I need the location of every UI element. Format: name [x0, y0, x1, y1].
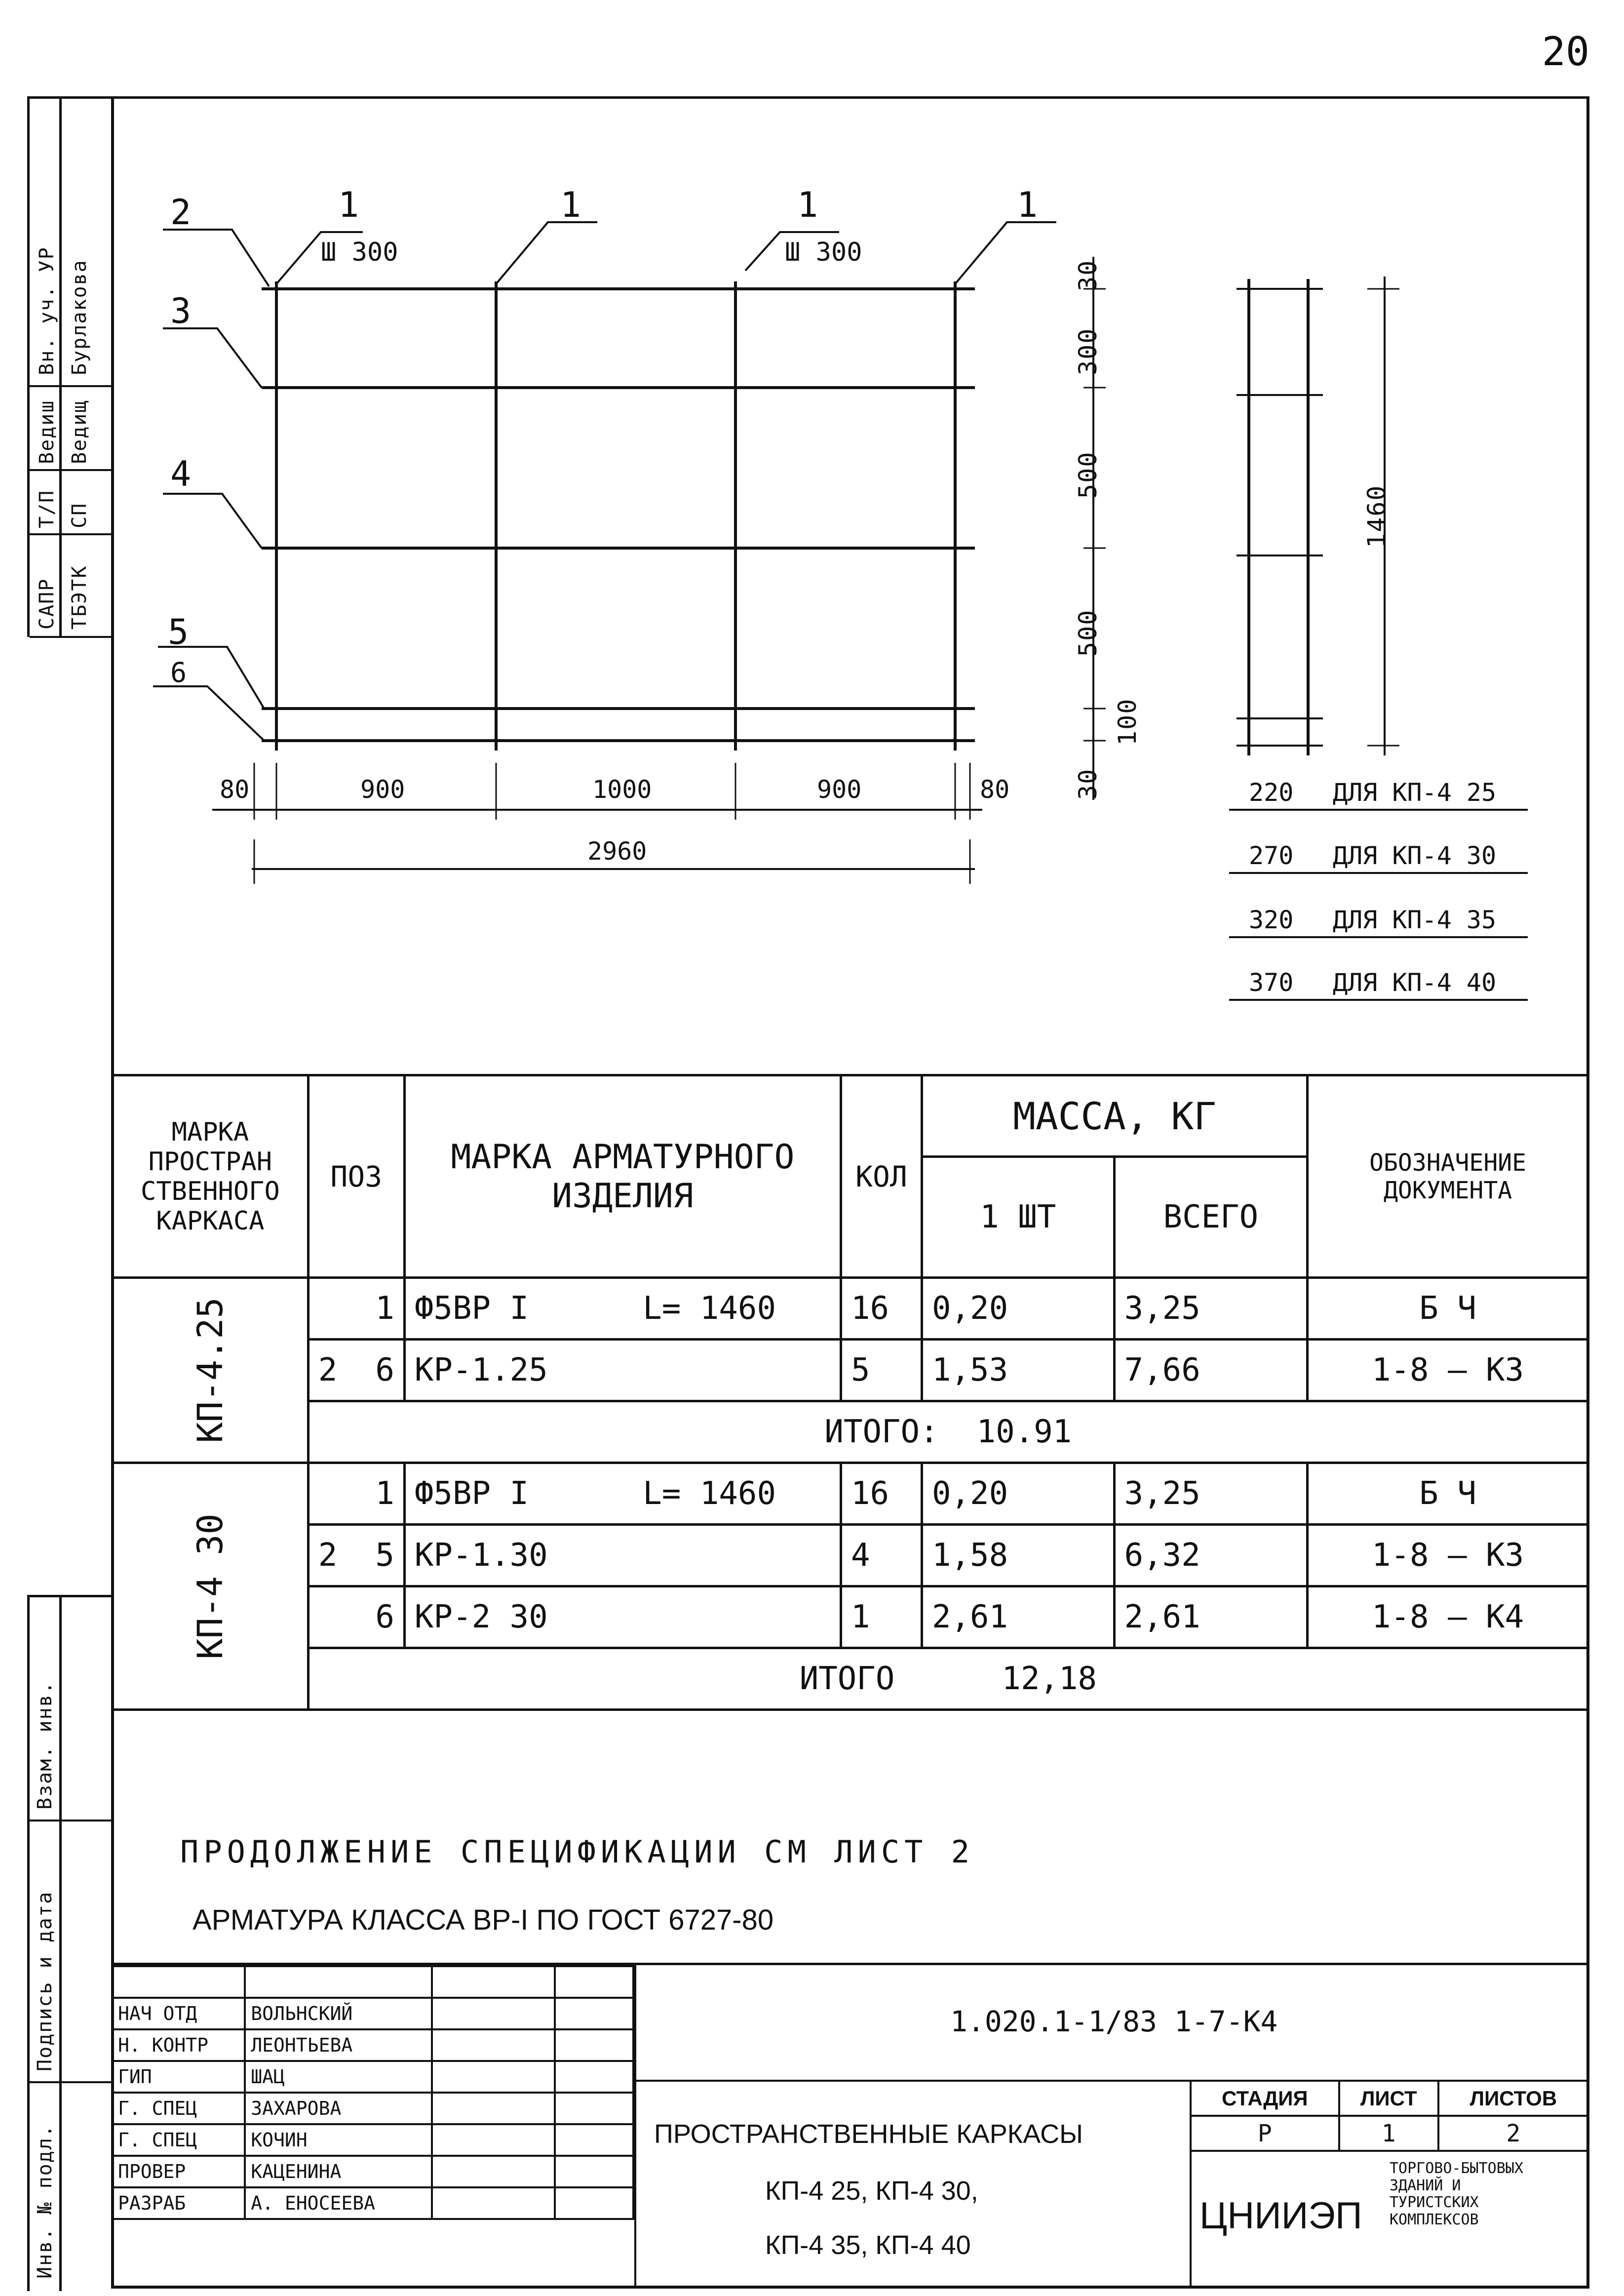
strip-name: СП — [68, 502, 91, 528]
doc-cell: 1-8 — К4 — [1308, 1586, 1588, 1648]
header-frame-mark: МАРКА ПРОСТРАН СТВЕННОГО КАРКАСА — [113, 1075, 309, 1278]
signature — [432, 2156, 555, 2187]
dim-label: 100 — [1113, 698, 1142, 746]
title-line: КП-4 25, КП-4 30, — [765, 2176, 978, 2206]
mass-total-cell: 3,25 — [1114, 1463, 1308, 1525]
stage-value: Р — [1191, 2116, 1339, 2151]
organization-subtitle: ТОРГОВО-БЫТОВЫХ ЗДАНИЙ И ТУРИСТСКИХ КОМПЛЕКСОВ — [1390, 2160, 1523, 2228]
staff-role: РАЗРАБ — [112, 2187, 245, 2219]
dim-label: 500 — [1074, 451, 1102, 499]
staff-name: А. ЕНОСЕЕВА — [245, 2187, 432, 2219]
sheet-label: ЛИСТ — [1339, 2081, 1438, 2116]
mass-total-cell: 3,25 — [1114, 1278, 1308, 1340]
doc-cell: Б Ч — [1308, 1278, 1588, 1340]
width-label: ДЛЯ КП-4 40 — [1333, 968, 1497, 997]
item-cell: КР-1.30 — [404, 1525, 841, 1586]
mass-one-cell: 0,20 — [922, 1278, 1114, 1340]
qty-cell: 16 — [841, 1278, 922, 1340]
signature — [432, 2029, 555, 2061]
document-code: 1.020.1-1/83 1-7-К4 — [950, 2005, 1278, 2038]
leader-label: 3 — [170, 291, 192, 331]
header-mass: МАССА, КГ — [922, 1075, 1307, 1157]
strip-lower-label: Инв. № подл. — [34, 2124, 56, 2279]
dim-label: 1000 — [592, 775, 652, 804]
staff-name: КАЦЕНИНА — [245, 2156, 432, 2187]
leader-label: 6 — [170, 657, 187, 688]
frame-mark: КП-4.25 — [190, 1297, 231, 1443]
organization: ЦНИИЭП — [1199, 2195, 1362, 2237]
mass-total-cell: 2,61 — [1114, 1586, 1308, 1648]
leader-label: 4 — [170, 454, 192, 494]
strip-label: САПР — [36, 578, 58, 630]
staff-name: ЗАХАРОВА — [245, 2093, 432, 2124]
strip-label: Ведиш — [36, 399, 58, 464]
leader-label: 1 — [560, 185, 581, 225]
dim-label: 80 — [220, 775, 250, 804]
leader-label: 5 — [168, 612, 189, 652]
staff-role: Н. КОНТР — [112, 2029, 245, 2061]
leader-label: 1 — [338, 185, 359, 225]
staff-name: ШАЦ — [245, 2061, 432, 2093]
specification-table — [111, 1074, 1589, 1711]
dim-label: 300 — [1074, 327, 1102, 375]
continuation-note: ПРОДОЛЖЕНИЕ СПЕЦИФИКАЦИИ СМ ЛИСТ 2 — [180, 1834, 975, 1870]
mass-one-cell: 2,61 — [922, 1586, 1114, 1648]
mass-total-cell: 6,32 — [1114, 1525, 1308, 1586]
item-cell: КР-2 30 — [404, 1586, 841, 1648]
stage-label: СТАДИЯ — [1191, 2081, 1339, 2116]
mass-one-cell: 1,58 — [922, 1525, 1114, 1586]
header-document: ОБОЗНАЧЕНИЕ ДОКУМЕНТА — [1308, 1075, 1588, 1278]
pos-cell: 6 — [308, 1586, 404, 1648]
width-value: 220 — [1249, 778, 1294, 807]
title-line: ПРОСТРАНСТВЕННЫЕ КАРКАСЫ — [654, 2119, 1083, 2149]
pos-cell: 2 6 — [308, 1340, 404, 1401]
reinforcement-note: АРМАТУРА КЛАССА ВР-I ПО ГОСТ 6727-80 — [193, 1904, 774, 1936]
staff-role: НАЧ ОТД — [112, 1998, 245, 2029]
left-record-strip — [27, 1595, 114, 2291]
sheets-label: ЛИСТОВ — [1438, 2081, 1588, 2116]
strip-label: Вн. уч. УР — [36, 246, 58, 375]
mass-one-cell: 0,20 — [922, 1463, 1114, 1525]
total-cell: ИТОГО: 10.91 — [308, 1401, 1588, 1463]
stage-table — [1190, 2080, 1589, 2152]
signature — [432, 2187, 555, 2219]
dim-label: 80 — [980, 775, 1010, 804]
sheet-value: 1 — [1339, 2116, 1438, 2151]
page-number: 20 — [1542, 29, 1589, 75]
strip-lower-label: Подпись и дата — [34, 1891, 56, 2071]
staff-name: ВОЛЬНСКИЙ — [245, 1998, 432, 2029]
header-pos: ПОЗ — [308, 1075, 404, 1278]
staff-role: Г. СПЕЦ — [112, 2093, 245, 2124]
staff-table — [111, 1965, 634, 2220]
frame-mark-cell — [113, 1463, 309, 1710]
frame-mark-cell — [113, 1278, 309, 1463]
leader-label: 1 — [1017, 185, 1038, 225]
total-label: ИТОГО — [799, 1661, 895, 1697]
mass-one-cell: 1,53 — [922, 1340, 1114, 1401]
sheets-value: 2 — [1438, 2116, 1588, 2151]
signature — [432, 1998, 555, 2029]
header-item-mark: МАРКА АРМАТУРНОГО ИЗДЕЛИЯ — [404, 1075, 841, 1278]
item-cell: КР-1.25 — [404, 1340, 841, 1401]
header-qty: КОЛ — [841, 1075, 922, 1278]
width-value: 370 — [1249, 968, 1294, 997]
staff-name: КОЧИН — [245, 2124, 432, 2156]
header-mass-one: 1 ШТ — [922, 1157, 1114, 1278]
dim-label: 30 — [1074, 259, 1102, 291]
width-value: 320 — [1249, 906, 1294, 934]
frame-mark: КП-4 30 — [190, 1513, 231, 1660]
staff-role: Г. СПЕЦ — [112, 2124, 245, 2156]
qty-cell: 4 — [841, 1525, 922, 1586]
staff-role: ПРОВЕР — [112, 2156, 245, 2187]
dim-label: 900 — [817, 775, 862, 804]
total-value: 12,18 — [1002, 1661, 1097, 1697]
width-label: ДЛЯ КП-4 30 — [1333, 841, 1497, 870]
width-label: ДЛЯ КП-4 25 — [1333, 778, 1497, 807]
strip-name: Бурлакова — [68, 259, 91, 375]
doc-cell: Б Ч — [1308, 1463, 1588, 1525]
qty-cell: 16 — [841, 1463, 922, 1525]
title-line: КП-4 35, КП-4 40 — [765, 2230, 971, 2260]
pos-cell: 2 5 — [308, 1525, 404, 1586]
pos-cell: 1 — [308, 1278, 404, 1340]
width-value: 270 — [1249, 841, 1294, 870]
strip-name: Ведищ — [68, 399, 91, 464]
leader-label: 2 — [170, 192, 192, 233]
width-label: ДЛЯ КП-4 35 — [1333, 906, 1497, 934]
dim-label: 30 — [1074, 768, 1102, 800]
leader-label: 1 — [797, 185, 818, 225]
staff-role: ГИП — [112, 2061, 245, 2093]
strip-label: Т/П — [36, 489, 58, 528]
total-cell — [308, 1648, 1588, 1710]
pitch-note: Ш 300 — [321, 238, 398, 267]
qty-cell: 1 — [841, 1586, 922, 1648]
dim-label: 900 — [360, 775, 405, 804]
doc-cell: 1-8 — К3 — [1308, 1340, 1588, 1401]
header-mass-total: ВСЕГО — [1114, 1157, 1308, 1278]
mass-total-cell: 7,66 — [1114, 1340, 1308, 1401]
strip-name: ТБЭТК — [68, 565, 91, 630]
pos-cell: 1 — [308, 1463, 404, 1525]
pitch-note: Ш 300 — [785, 238, 862, 267]
title-block — [111, 1963, 1589, 2289]
signature — [432, 2061, 555, 2093]
side-height-label: 1460 — [1362, 484, 1391, 548]
signature — [432, 2124, 555, 2156]
item-cell: Ф5ВР I L= 1460 — [404, 1278, 841, 1340]
signature — [432, 2093, 555, 2124]
strip-lower-label: Взам. инв. — [34, 1681, 56, 1810]
total-dim-label: 2960 — [587, 837, 647, 866]
doc-cell: 1-8 — К3 — [1308, 1525, 1588, 1586]
item-cell: Ф5ВР I L= 1460 — [404, 1463, 841, 1525]
dim-label: 500 — [1074, 609, 1102, 657]
qty-cell: 5 — [841, 1340, 922, 1401]
staff-name: ЛЕОНТЬЕВА — [245, 2029, 432, 2061]
